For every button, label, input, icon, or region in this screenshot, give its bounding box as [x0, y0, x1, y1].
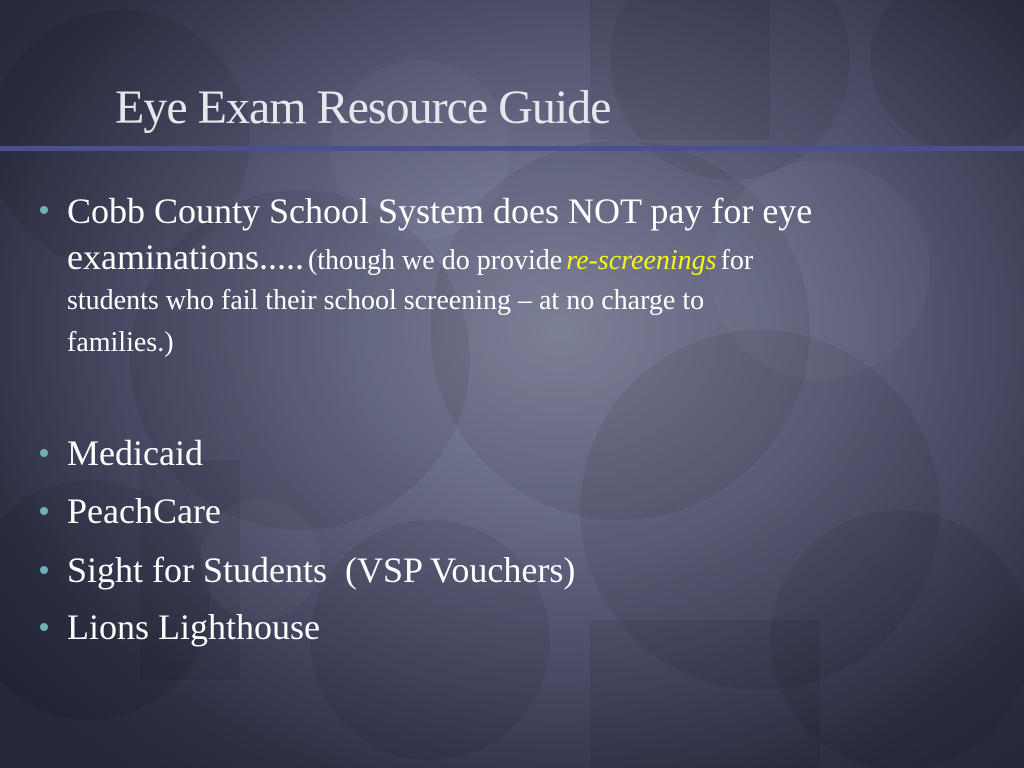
re-screenings-highlight: re-screenings [566, 245, 717, 276]
bullet-dot [40, 566, 48, 574]
main-point-line-2 [67, 234, 967, 280]
bullet-dot [40, 623, 48, 631]
resource-item-lions-lighthouse: Lions Lighthouse [67, 607, 320, 647]
bullet-dot [40, 449, 48, 457]
main-point-line-1: Cobb County School System does NOT pay for eye [67, 191, 813, 231]
resource-item-medicaid: Medicaid [67, 433, 203, 473]
aside-text-start: (though we do provide [307, 245, 563, 276]
title-divider [0, 146, 1024, 151]
resource-item-peachcare: PeachCare [67, 491, 221, 531]
main-point-paragraph [67, 188, 967, 364]
main-point-line-3: students who fail their school screening – at no charge to [67, 285, 705, 316]
main-point-line-4: families.) [67, 327, 174, 358]
aside-text-end: for [720, 245, 754, 276]
slide-title: Eye Exam Resource Guide [115, 81, 611, 134]
bullet-dot [40, 507, 48, 515]
resource-item-sight-for-students: Sight for Students (VSP Vouchers) [67, 550, 576, 590]
bullet-dot [40, 206, 48, 214]
examinations-text: examinations..... [67, 237, 304, 277]
